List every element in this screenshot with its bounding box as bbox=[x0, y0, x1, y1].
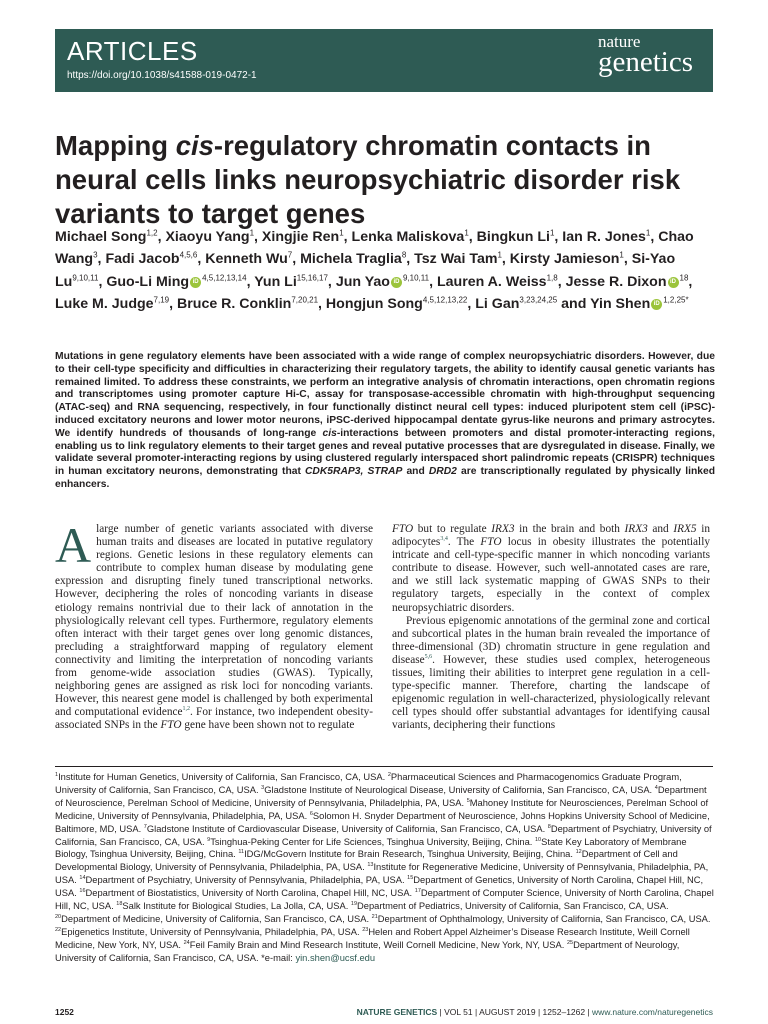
author-name[interactable]: Lauren A. Weiss bbox=[436, 273, 547, 290]
affiliation-number: 16 bbox=[79, 888, 86, 895]
author-name[interactable]: Tsz Wai Tam bbox=[414, 251, 498, 268]
body-text: and bbox=[647, 523, 674, 535]
author-separator: , bbox=[327, 273, 336, 290]
affiliation-text: Department of Psychiatry, University of Pennsylvania, Philadelphia, PA, USA. bbox=[85, 875, 408, 886]
affiliation-text: Gladstone Institute of Cardiovascular Disease, University of California, San Francisco, CA, USA. bbox=[146, 823, 548, 834]
author-name[interactable]: Bingkun Li bbox=[476, 229, 550, 245]
affiliation-text: Solomon H. Snyder Department of Neuroscience, Johns Hopkins University School of Medicine, Baltimore, MD, USA. bbox=[55, 810, 710, 834]
author-separator: , bbox=[623, 251, 632, 268]
affiliation-number: 24 bbox=[183, 939, 190, 946]
footer-citation bbox=[357, 1007, 713, 1017]
affiliation-number: 17 bbox=[414, 888, 421, 895]
reference-link[interactable]: 1,2 bbox=[182, 706, 191, 713]
affiliation-text: IDG/McGovern Institute for Brain Research, Tsinghua University, Beijing, China. bbox=[244, 849, 576, 860]
body-text: but to regulate bbox=[413, 523, 492, 535]
orcid-icon[interactable]: iD bbox=[651, 299, 662, 310]
affiliation-number: 18 bbox=[116, 900, 123, 907]
body-text: large number of genetic variants associated with diverse human traits and diseases are located in putative regulatory regions. Genetic lesions in these regulatory elements can contribute to complex human disease by modulating gene expression and disrupting finely tuned transcriptional networks. However, deciphering the roles of noncoding variants in disease etiology remains nontrivial due to their lack of annotation in the physiologically relevant cell types. Furthermore, regulatory elements often interact with their target genes over long genomic distances, precluding a straightforward mapping of regulatory element connectivity and limiting the interpretation of noncoding variants from genome-wide association studies (GWAS). Typically, neighboring genes are assigned as risk loci for noncoding variants. However, this nearest gene model is challenged by both experimental and computational evidence bbox=[55, 523, 373, 719]
body-text: . The bbox=[447, 536, 481, 549]
gene-name: FTO bbox=[480, 536, 502, 549]
author-name[interactable]: Li Gan bbox=[475, 296, 520, 313]
paragraph bbox=[392, 615, 710, 733]
author-name[interactable]: Jesse R. Dixon bbox=[565, 273, 667, 290]
author-separator: , bbox=[650, 229, 659, 245]
author-affiliation-marker: 1 bbox=[619, 250, 624, 260]
gene-name: FTO bbox=[160, 719, 182, 732]
affiliation-number: 14 bbox=[79, 875, 86, 882]
abstract-text: are transcriptionally regulated by physically linked enhancers. bbox=[55, 466, 715, 490]
affiliation-text: Department of Neuroscience, Perelman School of Medicine, University of Pennsylvania, Philadelphia, PA, USA. bbox=[55, 784, 707, 808]
orcid-icon[interactable]: iD bbox=[391, 277, 402, 288]
email-link[interactable]: yin.shen@ucsf.edu bbox=[295, 952, 376, 963]
body-text: in the brain and both bbox=[514, 523, 625, 535]
author-separator: , bbox=[688, 273, 693, 290]
body-text: in adipocytes bbox=[392, 523, 710, 549]
affiliation-number: 8 bbox=[547, 823, 551, 830]
journal-logo bbox=[598, 33, 708, 76]
abstract-text: -interactions between promoters and distal promoter-interacting regions, enabling us to link regulatory elements to their target genes and reveal putative processes that are dysregulated in disease. Finally, we validate several promoter-interacting regions by using clustered regularly interspaced short palindromic repeats (CRISPR) techniques in human excitatory neurons, demonstrating that bbox=[55, 427, 715, 478]
affiliation-text: Institute for Human Genetics, University of California, San Francisco, CA, USA. bbox=[58, 772, 388, 782]
affiliation-text: Department of Neurology, University of California, San Francisco, CA, USA. bbox=[55, 939, 680, 963]
affiliation-text: Department of Ophthalmology, University of California, San Francisco, CA, USA. bbox=[377, 913, 711, 924]
author-separator: , bbox=[406, 251, 415, 268]
author-affiliation-marker: 4,5,12,13,14 bbox=[202, 273, 247, 283]
author-separator: , bbox=[467, 296, 476, 313]
author-name[interactable]: Lenka Maliskova bbox=[351, 229, 465, 245]
author-separator: , bbox=[98, 273, 107, 290]
author-name[interactable]: Luke M. Judge bbox=[55, 296, 154, 313]
drop-cap: A bbox=[55, 517, 92, 573]
affiliation-number: 19 bbox=[350, 900, 358, 907]
author-name[interactable]: Kirsty Jamieson bbox=[509, 251, 620, 268]
gene-name: IRX3 bbox=[491, 523, 515, 535]
gene-name: IRX3 bbox=[624, 523, 648, 535]
affiliation-number: 7 bbox=[143, 823, 147, 830]
author-affiliation-marker: 18 bbox=[679, 273, 689, 283]
affiliation-text: Mahoney Institute for Neurosciences, Perelman School of Medicine, University of Pennsylvania, Philadelphia, PA, USA. bbox=[55, 797, 709, 821]
affiliation-text: Tsinghua-Peking Center for Life Sciences, Tsinghua University, Beijing, China. bbox=[210, 836, 535, 847]
author-separator: , bbox=[501, 251, 510, 268]
author-name[interactable]: Yin Shen bbox=[590, 296, 651, 313]
logo-word-nature: nature bbox=[598, 32, 641, 51]
author-affiliation-marker: 1 bbox=[497, 250, 502, 260]
author-name[interactable]: Xingjie Ren bbox=[261, 229, 340, 245]
reference-link[interactable]: 3,4 bbox=[440, 536, 448, 543]
affiliation-number: 13 bbox=[367, 862, 374, 869]
author-name[interactable]: Michael Song bbox=[55, 229, 147, 245]
author-separator: , bbox=[557, 273, 566, 290]
author-affiliation-marker: 9,10,11 bbox=[402, 273, 430, 283]
author-affiliation-marker: 1 bbox=[249, 228, 255, 238]
affiliation-text: State Key Laboratory of Membrane Biology, Tsinghua University, Beijing, China. bbox=[55, 836, 687, 860]
affiliation-number: 4 bbox=[654, 784, 658, 791]
author-name[interactable]: Bruce R. Conklin bbox=[177, 296, 292, 313]
doi-link[interactable]: https://doi.org/10.1038/s41588-019-0472-1 bbox=[67, 70, 257, 81]
abstract-italic: CDK5RAP3, STRAP bbox=[305, 466, 403, 478]
affiliation-number: 5 bbox=[466, 797, 470, 804]
author-separator: and bbox=[557, 296, 591, 313]
author-affiliation-marker: 4,5,6 bbox=[179, 250, 198, 260]
gene-name: FTO bbox=[392, 523, 414, 535]
body-text: Previous epigenomic annotations of the germinal zone and cortical and subcortical plates in the human brain revealed the importance of three-dimensional (3D) chromatin structure in gene regulation and disease bbox=[392, 614, 710, 666]
body-text: . However, these studies used complex, heterogeneous tissues, limiting their abilities to interpret gene regulation in a cell-type-specific manner. Therefore, charting the landscape of epigenomic regulation in well-characterized, physiologically relevant cell types should offer substantial advantages for identifying causal variants, deciphering their functions bbox=[392, 653, 710, 732]
affiliation-number: 1 bbox=[55, 771, 59, 778]
body-text: gene have been shown not to regulate bbox=[181, 719, 355, 732]
affiliation-number: 25 bbox=[566, 939, 574, 946]
title-part: -regulatory chromatin contacts in neural cells links neuropsychiatric disorder risk variants to target genes bbox=[55, 130, 681, 229]
affiliation-text: Institute for Regenerative Medicine, University of Pennsylvania, Philadelphia, PA, USA. bbox=[55, 862, 709, 886]
author-affiliation-marker: 9,10,11 bbox=[72, 273, 99, 283]
affiliation-number: 6 bbox=[309, 810, 313, 817]
author-separator: , bbox=[554, 229, 563, 245]
author-separator: , bbox=[197, 251, 206, 268]
title-part: Mapping bbox=[55, 130, 176, 161]
affiliation-number: 22 bbox=[55, 926, 62, 933]
reference-link[interactable]: 5,6 bbox=[424, 654, 433, 661]
author-affiliation-marker: 3 bbox=[93, 250, 98, 260]
affiliation-number: 11 bbox=[238, 849, 245, 856]
affiliation-text: Department of Genetics, University of North Carolina, Chapel Hill, NC, USA. bbox=[55, 875, 704, 899]
affiliation-text: Department of Psychiatry, University of California, San Francisco, CA, USA. bbox=[55, 823, 712, 847]
author-affiliation-marker: 1,2,25* bbox=[663, 295, 689, 305]
affiliation-number: 21 bbox=[371, 913, 378, 920]
author-affiliation-marker: 3,23,24,25 bbox=[519, 295, 558, 305]
affiliation-text: Helen and Robert Appel Alzheimer’s Disease Research Institute, Weill Cornell Medicine, New York, NY, USA. bbox=[55, 926, 690, 950]
author-affiliation-marker: 15,16,17 bbox=[296, 273, 328, 283]
author-separator: , bbox=[169, 296, 178, 313]
author-separator: , bbox=[97, 251, 106, 268]
abstract bbox=[55, 351, 715, 492]
author-separator: , bbox=[429, 273, 437, 290]
author-name[interactable]: Kenneth Wu bbox=[205, 251, 288, 268]
author-name[interactable]: Fadi Jacob bbox=[105, 251, 180, 268]
affiliation-number: 23 bbox=[362, 926, 369, 933]
title-italic: cis bbox=[175, 130, 214, 161]
body-column-left bbox=[55, 517, 373, 733]
author-affiliation-marker: 1,2 bbox=[146, 228, 158, 238]
author-separator: , bbox=[318, 296, 326, 313]
author-name[interactable]: Hongjun Song bbox=[325, 296, 423, 313]
author-affiliation-marker: 4,5,12,13,22 bbox=[422, 295, 468, 305]
footer-journal-name: NATURE GENETICS bbox=[356, 1007, 438, 1017]
author-separator: , bbox=[343, 229, 352, 245]
affiliation-number: 3 bbox=[261, 784, 265, 791]
affiliation-text: Epigenetics Institute, University of Pennsylvania, Philadelphia, PA, USA. bbox=[61, 926, 363, 937]
author-separator: , bbox=[254, 229, 262, 245]
author-separator: , bbox=[246, 273, 255, 290]
author-name[interactable]: Chao Wang bbox=[55, 229, 694, 268]
orcid-icon[interactable]: iD bbox=[668, 277, 679, 288]
footer-volume-info: | VOL 51 | AUGUST 2019 | 1252–1262 | bbox=[437, 1007, 593, 1017]
logo-word-genetics: genetics bbox=[598, 46, 694, 78]
author-affiliation-marker: 1 bbox=[339, 228, 344, 238]
orcid-icon[interactable]: iD bbox=[190, 277, 201, 288]
author-separator: , bbox=[468, 229, 477, 245]
email-label: *e-mail: bbox=[261, 952, 296, 963]
abstract-italic: DRD2 bbox=[428, 466, 457, 478]
affiliation-text: Department of Medicine, University of California, San Francisco, CA, USA. bbox=[61, 913, 372, 924]
author-name[interactable]: Guo-Li Ming bbox=[106, 273, 190, 290]
abstract-text: and bbox=[402, 466, 429, 478]
affiliation-number: 10 bbox=[535, 836, 542, 843]
affiliation-text: Gladstone Institute of Neurological Disease, University of California, San Francisco, CA, USA. bbox=[264, 784, 655, 795]
section-label: ARTICLES bbox=[67, 36, 198, 66]
abstract-italic: cis bbox=[322, 427, 337, 439]
affiliations-footnote bbox=[55, 771, 717, 965]
author-name[interactable]: Jun Yao bbox=[335, 273, 390, 290]
affiliation-number: 20 bbox=[55, 913, 62, 920]
author-affiliation-marker: 1 bbox=[645, 228, 651, 238]
affiliation-number: 15 bbox=[407, 875, 414, 882]
author-affiliation-marker: 1 bbox=[464, 228, 469, 238]
paragraph bbox=[392, 523, 710, 614]
affiliation-text: Department of Computer Science, University of North Carolina, Chapel Hill, NC, USA. bbox=[55, 888, 714, 912]
affiliation-text: Feil Family Brain and Mind Research Institute, Weill Cornell Medicine, New York, NY, USA. bbox=[189, 939, 567, 950]
author-affiliation-marker: 7,20,21 bbox=[291, 295, 319, 305]
author-name[interactable]: Yun Li bbox=[254, 273, 297, 290]
author-affiliation-marker: 7 bbox=[287, 250, 293, 260]
author-name[interactable]: Ian R. Jones bbox=[562, 229, 646, 245]
author-name[interactable]: Xiaoyu Yang bbox=[165, 229, 250, 245]
abstract-text: Mutations in gene regulatory elements have been associated with a wide range of complex neuropsychiatric disorders. However, due to their cell-type specificity and difficulties in characterizing their regulatory targets, the ability to identify causal genetic variants has remained limited. To address these constraints, we perform an integrative analysis of chromatin interactions, open chromatin regions and transcriptomes using promoter capture Hi-C, assay for transposase-accessible chromatin with high-throughput sequencing (ATAC-seq) and RNA sequencing, respectively, in four functionally distinct neural cell types: induced pluripotent stem cell (iPSC)-induced excitatory neurons and lower motor neurons, iPSC-derived hippocampal dentate gyrus-like neurons and primary astrocytes. We identify hundreds of thousands of long-range bbox=[55, 351, 715, 439]
author-name[interactable]: Si-Yao Lu bbox=[55, 251, 676, 290]
affiliation-number: 12 bbox=[575, 849, 582, 856]
body-text: locus in obesity illustrates the potentially intricate and cell-type-specific manner in which noncoding variants contribute to disease. However, such well-annotated cases are rare, and we still lack systematic mapping of GWAS SNPs to their regulatory targets, especially in the context of complex neuropsychiatric disorders. bbox=[392, 536, 710, 614]
gene-name: IRX5 bbox=[673, 523, 697, 535]
author-affiliation-marker: 1 bbox=[549, 228, 555, 238]
author-affiliation-marker: 7,19 bbox=[153, 295, 170, 305]
affiliation-number: 9 bbox=[207, 836, 211, 843]
author-affiliation-marker: 1,8 bbox=[546, 273, 558, 283]
page-number: 1252 bbox=[55, 1007, 74, 1017]
body-column-right bbox=[392, 523, 710, 733]
affiliation-text: Salk Institute for Biological Studies, La Jolla, CA, USA. bbox=[122, 901, 351, 912]
footnote-divider bbox=[55, 766, 713, 767]
author-list bbox=[55, 226, 720, 316]
affiliation-text: Department of Pediatrics, University of California, San Francisco, CA, USA. bbox=[357, 901, 669, 912]
footer-journal-link[interactable]: www.nature.com/naturegenetics bbox=[592, 1007, 713, 1017]
author-separator: , bbox=[157, 229, 166, 245]
author-name[interactable]: Michela Traglia bbox=[300, 251, 402, 268]
affiliation-text: Department of Cell and Developmental Biology, University of Pennsylvania, Philadelphia, PA, USA. bbox=[55, 849, 678, 873]
affiliation-text: Pharmaceutical Sciences and Pharmacogenomics Graduate Program, University of California, San Francisco, CA, USA. bbox=[55, 772, 682, 795]
author-affiliation-marker: 8 bbox=[401, 250, 407, 260]
author-separator: , bbox=[292, 251, 301, 268]
affiliation-number: 2 bbox=[387, 771, 391, 778]
affiliation-text: Department of Biostatistics, University of North Carolina, Chapel Hill, NC, USA. bbox=[85, 888, 415, 899]
article-title bbox=[55, 129, 715, 231]
body-text: . For instance, two independent obesity-associated SNPs in the bbox=[55, 706, 373, 732]
